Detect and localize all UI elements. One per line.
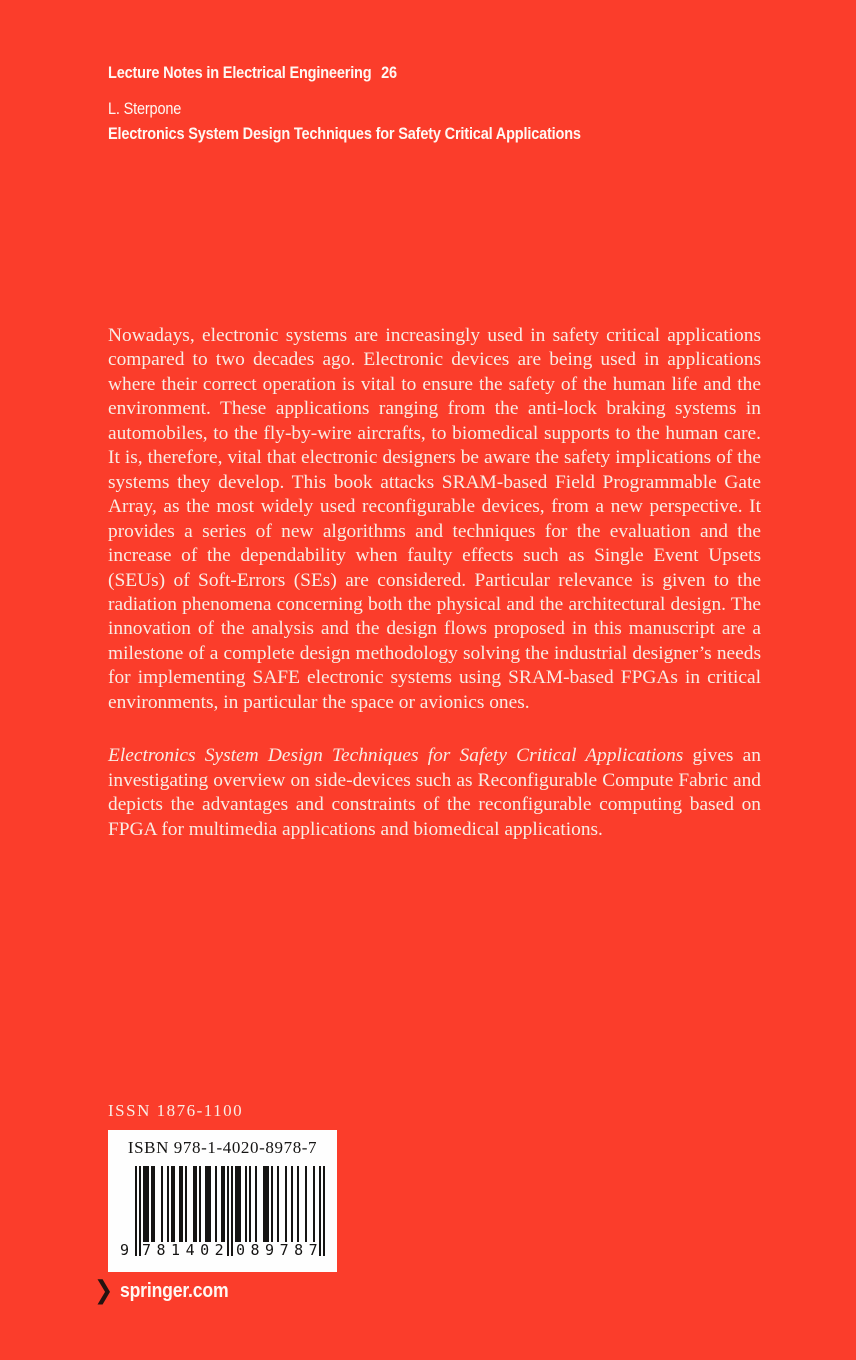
isbn-text: ISBN 978-1-4020-8978-7 — [127, 1138, 318, 1157]
blurb-paragraph-2-rest: gives an investigating overview on side-devices such as Reconfigurable Compute Fabric and depicts the advantages and constraints of the reconfigurable computing based on FPGA for multimedia applications and biomedical applications. — [108, 745, 761, 840]
book-title — [108, 125, 645, 144]
chevron-right-icon: ❯ — [94, 1276, 114, 1306]
author-name-text: L. Sterpone — [108, 100, 182, 118]
barcode-left-digits: 781402 — [142, 1241, 230, 1259]
springer-url: springer.com — [120, 1280, 229, 1302]
blurb-paragraph-1: Nowadays, electronic systems are increasingly used in safety critical applications compared to two decades ago. Electronic devices are being used in applications where their correct operation is vital to ensure the safety of the human life and the environment. These applications ranging from the anti-lock braking systems in automobiles, to the fly-by-wire aircrafts, to biomedical supports to the human care. It is, therefore, vital that electronic designers be aware the safety implications of the systems they develop. This book attacks SRAM-based Field Programmable Gate Array, as the most widely used reconfigurable devices, from a new perspective. It provides a series of new algorithms and techniques for the evaluation and the increase of the dependability when faulty effects such as Single Event Upsets (SEUs) of Soft-Errors (SEs) are considered. Particular relevance is given to the radiation phenomena concerning both the physical and the architectural design. The innovation of the analysis and the design flows proposed in this manuscript are a milestone of a complete design methodology solving the industrial designer’s needs for implementing SAFE electronic systems using SRAM-based FPGAs in critical environments, in particular the space or avionics ones. — [108, 325, 761, 713]
blurb-title-italic: Electronics System Design Techniques for Safety Critical Applications — [108, 745, 684, 767]
springer-branding — [94, 1276, 243, 1306]
header-block — [108, 64, 645, 144]
series-title: Lecture Notes in Electrical Engineering — [108, 64, 372, 82]
barcode-right-digits: 089787 — [236, 1241, 324, 1259]
back-cover-blurb — [108, 324, 761, 842]
issn-text: ISSN 1876-1100 — [108, 1101, 244, 1120]
isbn-barcode-box — [108, 1130, 337, 1272]
author-name — [108, 100, 645, 119]
series-line — [108, 64, 397, 83]
blurb-paragraph-2 — [108, 744, 761, 842]
barcode-leading-digit: 9 — [120, 1241, 130, 1259]
series-number: 26 — [381, 64, 397, 82]
ean-barcode — [120, 1166, 325, 1259]
book-title-text: Electronics System Design Techniques for Safety Critical Applications — [108, 125, 581, 143]
